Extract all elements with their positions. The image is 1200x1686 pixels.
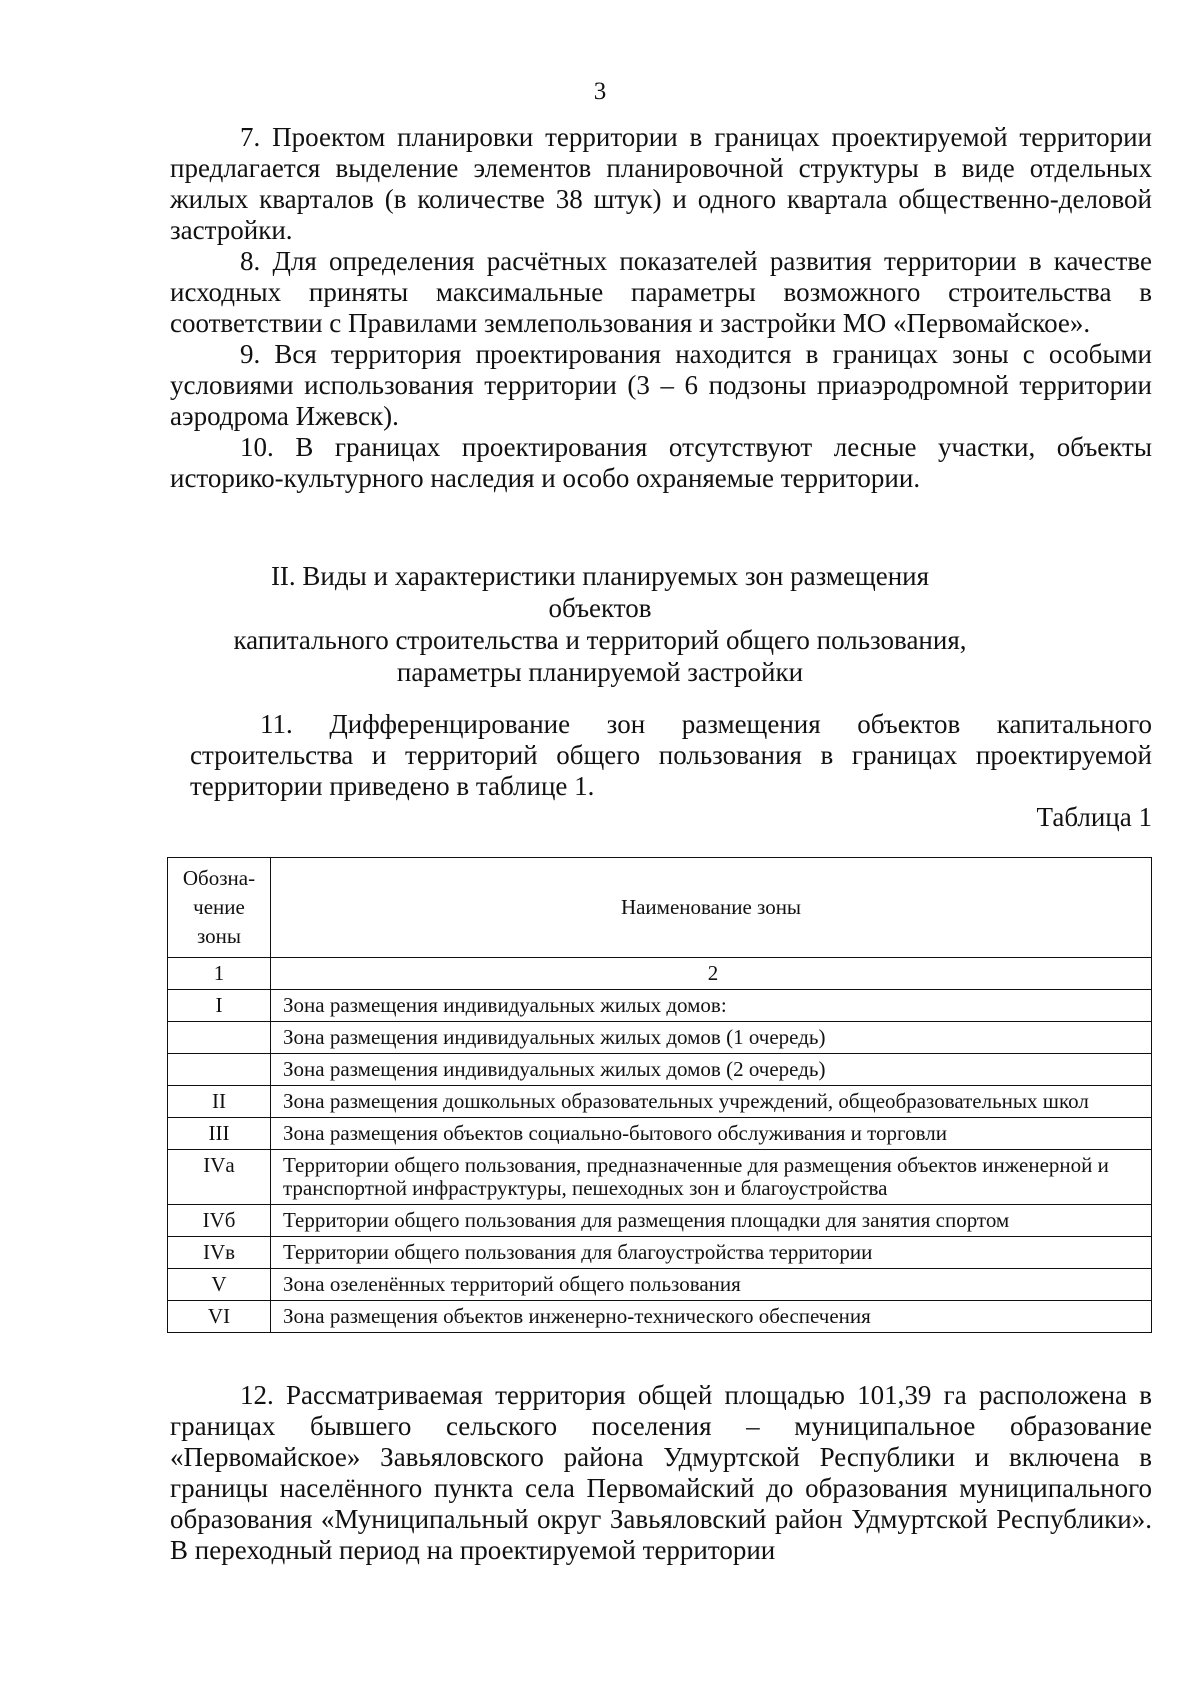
section-heading-line: II. Виды и характеристики планируемых зон размещения объектов	[270, 561, 930, 623]
table-row	[168, 1205, 1152, 1237]
zone-code-cell: V	[168, 1269, 271, 1301]
zone-name-cell: Зона размещения индивидуальных жилых домов (1 очередь)	[271, 1022, 1152, 1054]
zones-table	[167, 857, 1152, 1333]
numbering-name-cell: 2	[271, 958, 1152, 990]
section-heading-line: капитального строительства и территорий общего пользования,	[233, 625, 967, 655]
zone-name-cell: Зона размещения объектов социально-бытового обслуживания и торговли	[271, 1118, 1152, 1150]
zone-code-cell: VI	[168, 1301, 271, 1333]
section-heading-line: параметры планируемой застройки	[396, 657, 804, 687]
zone-name-cell: Территории общего пользования для благоустройства территории	[271, 1237, 1152, 1269]
header-code-line: зоны	[196, 924, 242, 948]
table-row	[168, 1118, 1152, 1150]
table-row	[168, 1022, 1152, 1054]
zone-code-cell: I	[168, 990, 271, 1022]
paragraph-12: 12. Рассматриваемая территория общей площадью 101,39 га расположена в границах бывшего сельского поселения – муниципальное образование «Первомайское» Завьяловского района Удмуртской Республики и включена в границы населённого пункта села Первомайский до образования муниципального образования «Муниципальный округ Завьяловский район Удмуртской Республики». В переходный период на проектируемой территории	[170, 1380, 1152, 1565]
zone-name-cell: Территории общего пользования для размещения площадки для занятия спортом	[271, 1205, 1152, 1237]
table-header-row	[168, 858, 1152, 958]
table-caption: Таблица 1	[1036, 802, 1152, 832]
table-numbering-row	[168, 958, 1152, 990]
zone-name-cell: Зона размещения индивидуальных жилых домов (2 очередь)	[271, 1054, 1152, 1086]
zone-code-cell: IVа	[168, 1150, 271, 1205]
section-heading	[220, 560, 980, 688]
zone-code-cell: III	[168, 1118, 271, 1150]
table-row	[168, 1054, 1152, 1086]
paragraph-8: 8. Для определения расчётных показателей развития территории в качестве исходных приняты максимальные параметры возможного строительства в соответствии с Правилами землепользования и застройки МО «Первомайское».	[170, 246, 1152, 338]
zone-name-cell: Зона размещения объектов инженерно-технического обеспечения	[271, 1301, 1152, 1333]
table-row	[168, 1237, 1152, 1269]
numbering-code-cell: 1	[168, 958, 271, 990]
table-row	[168, 1269, 1152, 1301]
zone-name-cell: Зона размещения дошкольных образовательных учреждений, общеобразовательных школ	[271, 1086, 1152, 1118]
page-number: 3	[593, 78, 607, 105]
zone-name-cell: Зона размещения индивидуальных жилых домов:	[271, 990, 1152, 1022]
header-code-line: Обозна-	[182, 866, 256, 890]
paragraph-10: 10. В границах проектирования отсутствуют лесные участки, объекты историко-культурного наследия и особо охраняемые территории.	[170, 432, 1152, 493]
zone-code-cell	[168, 1022, 271, 1054]
header-code-line: чение	[193, 895, 245, 919]
paragraph-11: 11. Дифференцирование зон размещения объектов капитального строительства и территорий общего пользования в границах проектируемой территории приведено в таблице 1.	[190, 709, 1152, 801]
table-row	[168, 990, 1152, 1022]
header-code-cell	[168, 858, 271, 958]
zone-name-cell: Зона озеленённых территорий общего пользования	[271, 1269, 1152, 1301]
table-row	[168, 1301, 1152, 1333]
zone-code-cell: II	[168, 1086, 271, 1118]
table-row	[168, 1150, 1152, 1205]
zone-code-cell	[168, 1054, 271, 1086]
paragraph-7: 7. Проектом планировки территории в границах проектируемой территории предлагается выделение элементов планировочной структуры в виде отдельных жилых кварталов (в количестве 38 штук) и одного квартала общественно-деловой застройки.	[170, 122, 1152, 245]
paragraph-9: 9. Вся территория проектирования находится в границах зоны с особыми условиями использования территории (3 – 6 подзоны приаэродромной территории аэродрома Ижевск).	[170, 339, 1152, 431]
zone-name-cell: Территории общего пользования, предназначенные для размещения объектов инженерной и транспортной инфраструктуры, пешеходных зон и благоустройства	[271, 1150, 1152, 1205]
table-row	[168, 1086, 1152, 1118]
zone-code-cell: IVв	[168, 1237, 271, 1269]
zone-code-cell: IVб	[168, 1205, 271, 1237]
header-name-cell: Наименование зоны	[271, 858, 1152, 958]
